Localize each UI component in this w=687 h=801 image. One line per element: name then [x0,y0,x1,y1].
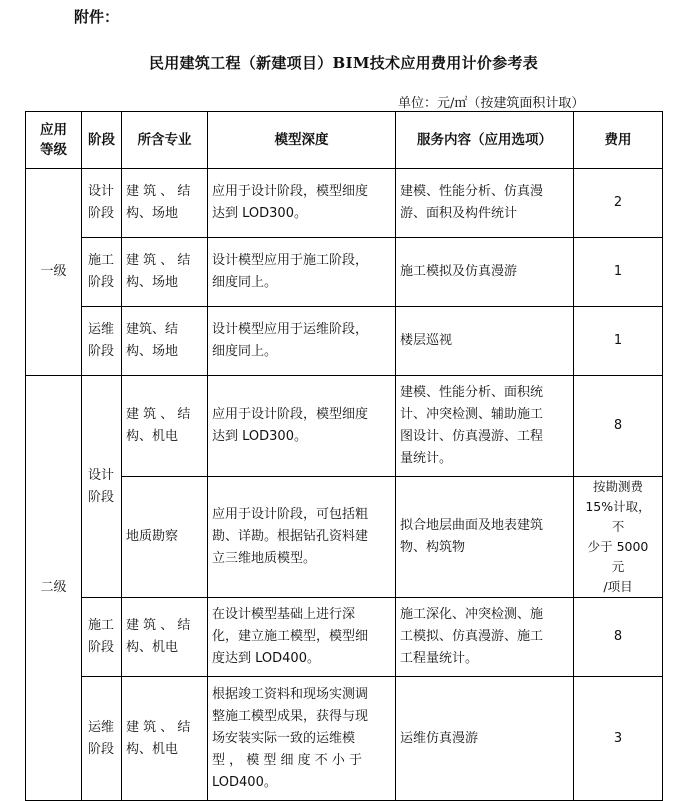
cost-cell: 8 [574,598,663,677]
table-row [26,598,663,677]
header-level: 应用 等级 [26,112,82,169]
header-cost: 费用 [574,112,663,169]
level-cell: 二级 [26,376,82,801]
unit-suffix: （按建筑面积计取） [467,96,585,111]
discipline-cell: 建 筑 、 结 构、机电 [122,376,208,477]
table-row [26,477,663,598]
unit-note [398,92,584,111]
discipline-cell: 建 筑 、 结 构、场地 [122,238,208,307]
level-cell: 一级 [26,169,82,376]
service-cell: 运维仿真漫游 [396,677,574,801]
stage-cell: 施工 阶段 [82,598,122,677]
service-cell: 施工深化、冲突检测、施 工模拟、仿真漫游、施工 工程量统计。 [396,598,574,677]
service-cell: 楼层巡视 [396,307,574,376]
service-cell: 施工模拟及仿真漫游 [396,238,574,307]
depth-cell: 应用于设计阶段，模型细度 达到 LOD300。 [208,169,396,238]
depth-cell: 在设计模型基础上进行深 化，建立施工模型，模型细 度达到 LOD400。 [208,598,396,677]
stage-cell: 施工 阶段 [82,238,122,307]
cost-cell: 8 [574,376,663,477]
cost-cell: 1 [574,307,663,376]
depth-cell: 应用于设计阶段，可包括粗 勘、详勘。根据钻孔资料建 立三维地质模型。 [208,477,396,598]
header-stage: 阶段 [82,112,122,169]
table-row [26,238,663,307]
header-service: 服务内容（应用选项） [396,112,574,169]
header-row [26,112,663,169]
page-title: 民用建筑工程（新建项目）BIM技术应用费用计价参考表 [148,54,539,72]
unit-prefix: 单位：元/㎡ [398,96,468,111]
stage-cell: 运维 阶段 [82,307,122,376]
cost-cell: 按勘测费 15%计取，不 少于 5000 元 /项目 [574,477,663,598]
discipline-cell: 地质勘察 [122,477,208,598]
table-row [26,169,663,238]
pricing-table [25,111,663,801]
stage-cell: 设计 阶段 [82,169,122,238]
attachment-label: 附件： [74,8,120,26]
depth-cell: 应用于设计阶段，模型细度 达到 LOD300。 [208,376,396,477]
depth-cell: 设计模型应用于施工阶段， 细度同上。 [208,238,396,307]
discipline-cell: 建 筑 、 结 构、机电 [122,677,208,801]
service-cell: 拟合地层曲面及地表建筑 物、构筑物 [396,477,574,598]
depth-cell: 设计模型应用于运维阶段， 细度同上。 [208,307,396,376]
cost-cell: 2 [574,169,663,238]
stage-cell: 运维 阶段 [82,677,122,801]
header-discipline: 所含专业 [122,112,208,169]
discipline-cell: 建 筑 、 结 构、场地 [122,169,208,238]
service-cell: 建模、性能分析、仿真漫 游、面积及构件统计 [396,169,574,238]
service-cell: 建模、性能分析、面积统 计、冲突检测、辅助施工 图设计、仿真漫游、工程 量统计。 [396,376,574,477]
cost-cell: 1 [574,238,663,307]
discipline-cell: 建 筑 、 结 构、机电 [122,598,208,677]
discipline-cell: 建筑、结 构、场地 [122,307,208,376]
table-row [26,307,663,376]
stage-cell: 设计 阶段 [82,376,122,598]
cost-cell: 3 [574,677,663,801]
header-depth: 模型深度 [208,112,396,169]
depth-cell: 根据竣工资料和现场实测调 整施工模型成果，获得与现 场安装实际一致的运维模 型 ， 模 型 细 度 不 小 于 LOD400。 [208,677,396,801]
table-row [26,677,663,801]
table-row [26,376,663,477]
